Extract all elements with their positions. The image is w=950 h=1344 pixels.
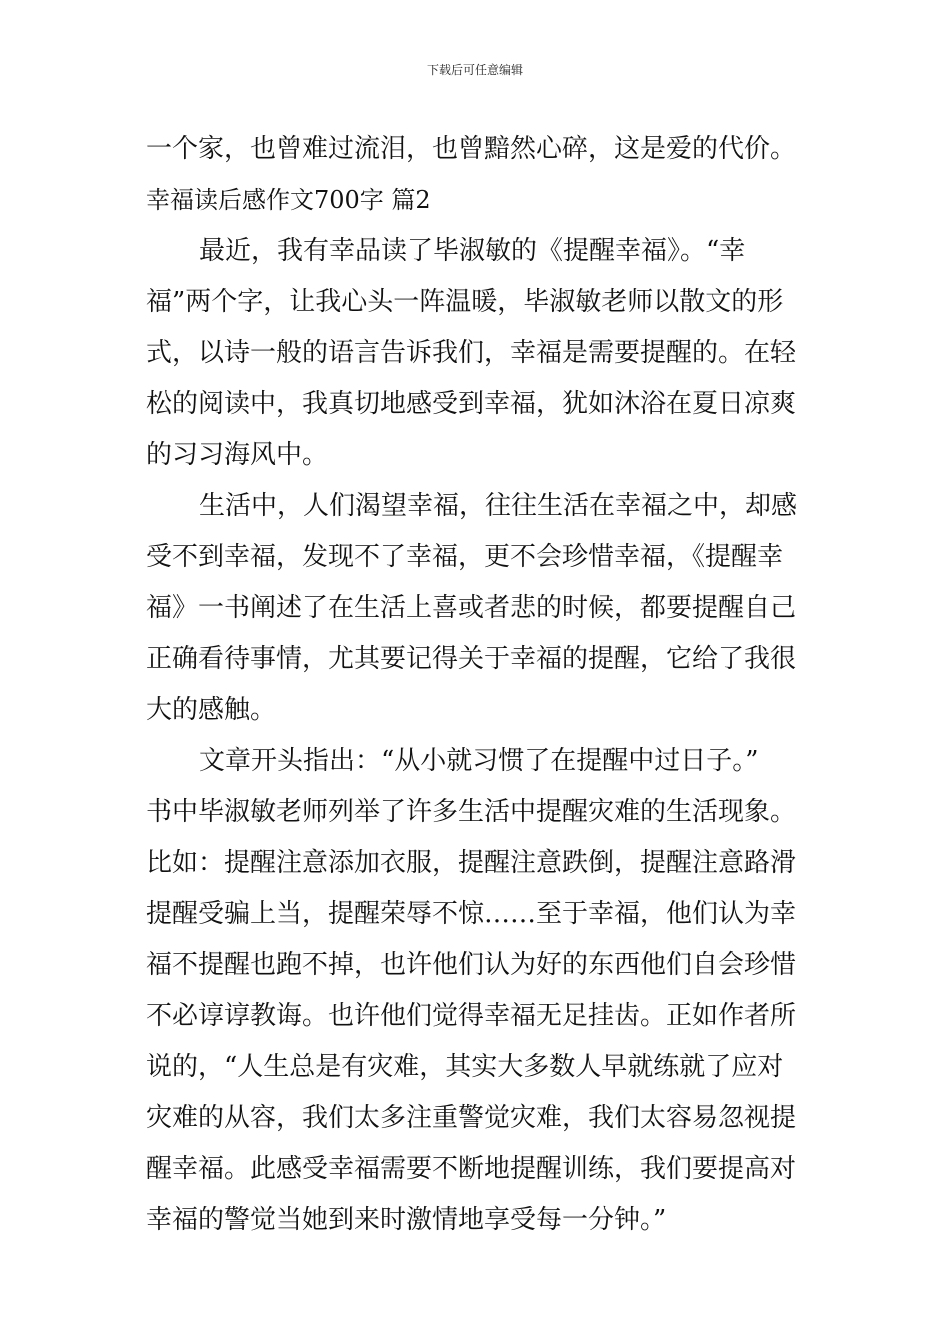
paragraph-first-line: 生活中，人们渴望幸福，往往生活在幸福之中，却感: [199, 491, 798, 521]
paragraph-first-line: 最近，我有幸品读了毕淑敏的《提醒幸福》。“幸: [199, 236, 746, 266]
text-line: 一个家，也曾难过流泪，也曾黯然心碎，这是爱的代价。: [146, 134, 797, 164]
text-line: 福》一书阐述了在生活上喜或者悲的时候，都要提醒自己: [146, 593, 797, 623]
text-line: 说的，“人生总是有灾难，其实大多数人早就练就了应对: [146, 1052, 784, 1082]
text-line: 式，以诗一般的语言告诉我们，幸福是需要提醒的。在轻: [146, 338, 797, 368]
text-line: 受不到幸福，发现不了幸福，更不会珍惜幸福，《提醒幸: [146, 542, 784, 572]
document-body: [146, 124, 811, 1246]
text-line: 大的感触。: [146, 695, 277, 725]
text-line: 醒幸福。此感受幸福需要不断地提醒训练，我们要提高对: [146, 1154, 797, 1184]
text-line: 不必谆谆教诲。也许他们觉得幸福无足挂齿。正如作者所: [146, 1001, 797, 1031]
text-line: 正确看待事情，尤其要记得关于幸福的提醒，它给了我很: [146, 644, 797, 674]
text-line: 书中毕淑敏老师列举了许多生活中提醒灾难的生活现象。: [146, 797, 797, 827]
text-line: 松的阅读中，我真切地感受到幸福，犹如沐浴在夏日凉爽: [146, 389, 797, 419]
page-header: 下载后可任意编辑: [426, 63, 523, 77]
text-line: 福”两个字，让我心头一阵温暖，毕淑敏老师以散文的形: [146, 287, 784, 317]
text-line: 提醒受骗上当，提醒荣辱不惊……至于幸福，他们认为幸: [146, 899, 797, 929]
text-line: 灾难的从容，我们太多注重警觉灾难，我们太容易忽视提: [146, 1103, 797, 1133]
text-line: 幸福的警觉当她到来时激情地享受每一分钟。”: [146, 1205, 667, 1235]
paragraph-first-line: 文章开头指出：“从小就习惯了在提醒中过日子。”: [199, 746, 759, 776]
text-line: 比如：提醒注意添加衣服，提醒注意跌倒，提醒注意路滑: [146, 848, 797, 878]
text-line: 的习习海风中。: [146, 440, 329, 470]
text-line: 福不提醒也跑不掉，也许他们认为好的东西他们自会珍惜: [146, 950, 797, 980]
section-heading: 幸福读后感作文700字 篇2: [146, 186, 431, 214]
